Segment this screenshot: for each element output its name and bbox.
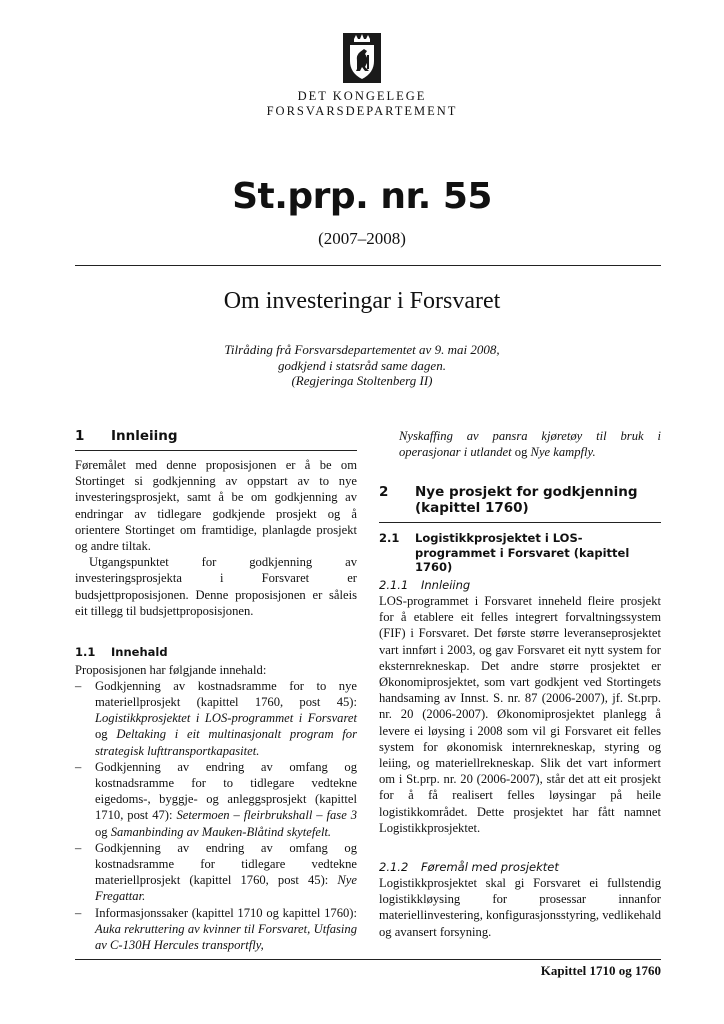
section-title: Innleiing — [111, 428, 178, 444]
paragraph: LOS-programmet i Forsvaret inneheld fleire prosjekt for å etablere eit felles integrert forvaltningssystem (FIF) i Forsvaret. Det første større leveranseprosjektet vart innført i 2003, og gav Forsvaret eit nytt system for eksternrekneskap. Det andre større prosjektet er Økonomiprosjektet, som vart godkjent ved Stortingets handsaming av Innst. S. nr. 87 (2006-2007), jf. St.prp. nr. 20 (2006-2007). Økonomiprosjektet planlegg å levere ei løysing i 2008 som vil gi Forsvaret eit felles system for økonomisk internrekneskap, styring og leiing, og materiellrekneskap. Slik det vart informert om i St.prp. nr. 20 (2006-2007), står det att eit prosjekt for å få realisert felles løysingar på heile logistikkområdet. Dette prosjektet har fått namnet Logistikkprosjektet. — [379, 593, 661, 835]
section-heading-1 — [75, 428, 357, 451]
document-title: St.prp. nr. 55 — [232, 176, 492, 217]
page-footer: Kapittel 1710 og 1760 — [540, 963, 661, 978]
section-heading-2 — [379, 484, 661, 523]
adoption-line: Tilråding frå Forsvarsdepartementet av 9. mai 2008, — [224, 342, 500, 357]
right-column — [379, 428, 661, 940]
norwegian-lion-crest-icon — [343, 33, 381, 83]
adoption-line: godkjend i statsråd same dagen. — [278, 357, 446, 373]
list-item: – Informasjonssaker (kapittel 1710 og kapittel 1760): Auka rekruttering av kvinner til Forsvaret, Utfasing av C-130H Hercules transportfly, — [75, 905, 357, 954]
department-name-line2: FORSVARSDEPARTEMENT — [266, 104, 458, 118]
section-title: Nye prosjekt for godkjenning (kapittel 1760) — [415, 484, 638, 517]
section-heading-1-1 — [75, 645, 357, 660]
section-heading-2-1-2 — [379, 860, 661, 875]
section-number: 1 — [75, 428, 85, 444]
title-divider — [75, 265, 661, 266]
section-number: 1.1 — [75, 645, 96, 660]
paragraph: Utgangspunktet for godkjenning av investeringsprosjekta i Forsvaret er budsjettproposisjonen. Denne proposisjonen er såleis eit tillegg til budsjettproposisjonen. — [75, 555, 357, 618]
list-item: – Godkjenning av endring av omfang og kostnadsramme for tidlegare vedtekne materiellprosjekt (kapittel 1760, post 45): Nye Fregattar. — [75, 840, 357, 905]
department-name-line1: DET KONGELEGE — [297, 89, 427, 103]
section-heading-2-1 — [379, 531, 661, 575]
section-number: 2.1 — [379, 531, 400, 546]
adoption-note — [0, 342, 724, 389]
footer-divider — [75, 959, 661, 960]
section-title: Føremål med prosjektet — [421, 859, 559, 874]
section-number: 2.1.1 — [379, 577, 409, 592]
document-subtitle: Om investeringar i Forsvaret — [223, 288, 501, 314]
paragraph: Proposisjonen har følgjande innehald: — [75, 662, 267, 677]
list-item: – Godkjenning av endring av omfang og kostnadsramme for to tidlegare vedtekne eigedoms-, byggje- og anleggsprosjekt (kapittel 1710, post 47): Setermoen – fleirbrukshall – fase 3 og Samanbinding av Mauken-Blåtind skytefelt. — [75, 759, 357, 840]
paragraph: Logistikkprosjektet skal gi Forsvaret ei fullstendig logistikkløysing for prosessar innanfor materiellinvestering, konfigurasjonsstyring, vedlikehald og avansert forsyning. — [379, 875, 661, 939]
paragraph: Føremålet med denne proposisjonen er å be om Stortinget si godkjenning av oppstart av to nye investeringsprosjekt, samt å be om godkjenning av endringar av tidlegare godkjende prosjekt og å orientere Stortinget om framtidige, planlagde prosjekt og andre tiltak. — [75, 458, 357, 554]
section-number: 2 — [379, 484, 389, 501]
contents-list — [75, 678, 357, 953]
list-item-continuation: Nyskaffing av pansra kjøretøy til bruk i operasjonar i utlandet og Nye kampfly. — [399, 429, 661, 460]
section-title: Logistikkprosjektet i LOS-programmet i Forsvaret (kapittel 1760) — [415, 531, 630, 575]
section-heading-2-1-1 — [379, 578, 661, 593]
document-years: (2007–2008) — [318, 229, 406, 248]
section-number: 2.1.2 — [379, 859, 409, 874]
section-title: Innleiing — [421, 577, 471, 592]
adoption-line: (Regjeringa Stoltenberg II) — [291, 373, 433, 388]
left-column — [75, 428, 357, 953]
section-title: Innehald — [111, 645, 168, 660]
list-item: – Godkjenning av kostnadsramme for to nye materiellprosjekt (kapittel 1760, post 45): Logistikkprosjektet i LOS-programmet i Forsvaret og Deltaking i eit multinasjonalt program for strategisk lufttransportkapasitet. — [75, 678, 357, 759]
